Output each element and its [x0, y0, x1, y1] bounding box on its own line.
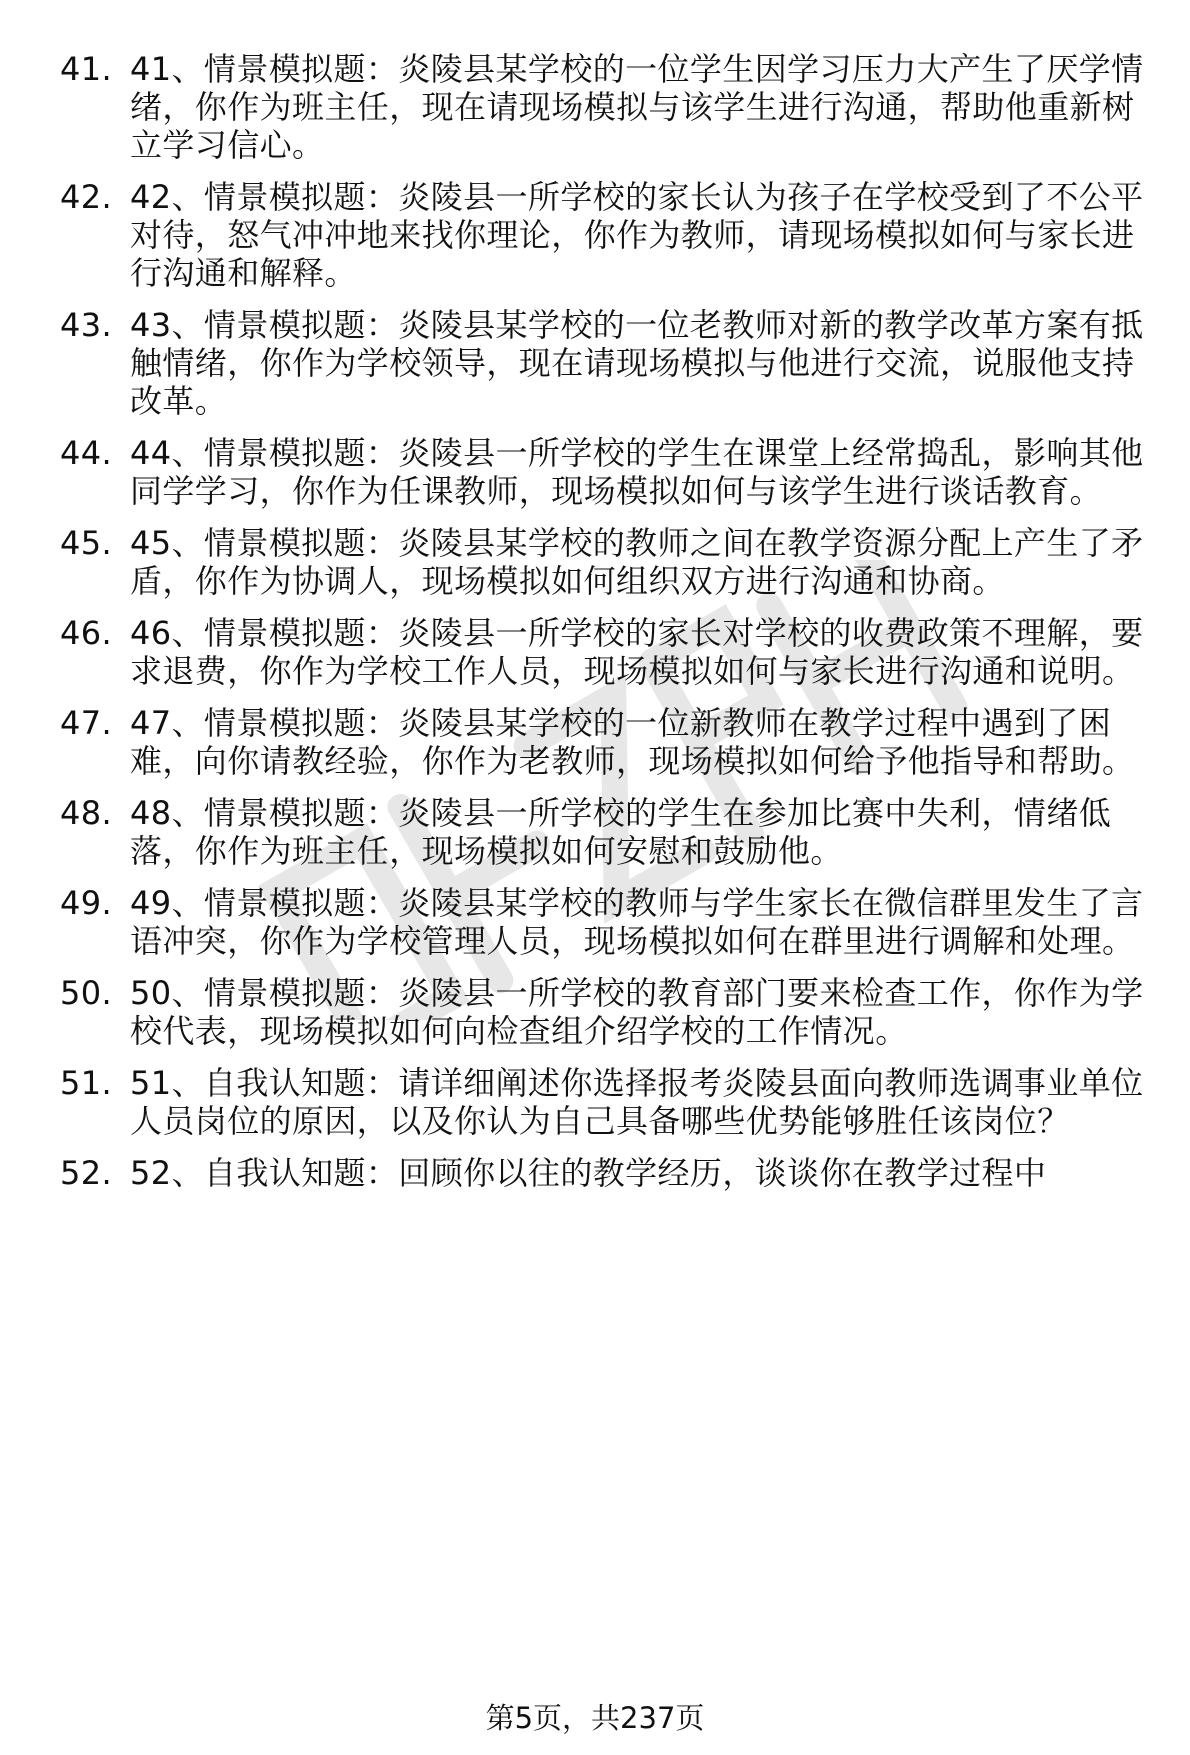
question-text: 49、情景模拟题：炎陵县某学校的教师与学生家长在微信群里发生了言语冲突，你作为学校管理人员，现场模拟如何在群里进行调解和处理。: [130, 884, 1144, 960]
question-item: [60, 794, 1160, 870]
question-text: 50、情景模拟题：炎陵县一所学校的教育部门要来检查工作，你作为学校代表，现场模拟如何向检查组介绍学校的工作情况。: [130, 974, 1144, 1050]
question-text: 44、情景模拟题：炎陵县一所学校的学生在课堂上经常捣乱，影响其他同学学习，你作为任课教师，现场模拟如何与该学生进行谈话教育。: [130, 434, 1144, 510]
question-item: [60, 974, 1160, 1050]
question-number: 43.: [60, 306, 113, 344]
question-text: 42、情景模拟题：炎陵县一所学校的家长认为孩子在学校受到了不公平对待，怒气冲冲地来找你理论，你作为教师，请现场模拟如何与家长进行沟通和解释。: [130, 178, 1144, 292]
question-item: [60, 50, 1160, 164]
question-number: 50.: [60, 974, 113, 1012]
question-item: [60, 524, 1160, 600]
question-number: 42.: [60, 178, 113, 216]
page-number-label: 第5页，共237页: [485, 1701, 705, 1735]
question-item: [60, 306, 1160, 420]
question-text: 41、情景模拟题：炎陵县某学校的一位学生因学习压力大产生了厌学情绪，你作为班主任，现在请现场模拟与该学生进行沟通，帮助他重新树立学习信心。: [130, 50, 1144, 164]
question-item: [60, 1154, 1160, 1192]
question-item: [60, 1064, 1160, 1140]
question-text: 45、情景模拟题：炎陵县某学校的教师之间在教学资源分配上产生了矛盾，你作为协调人，现场模拟如何组织双方进行沟通和协商。: [130, 524, 1144, 600]
question-number: 45.: [60, 524, 113, 562]
question-text: 48、情景模拟题：炎陵县一所学校的学生在参加比赛中失利，情绪低落，你作为班主任，现场模拟如何安慰和鼓励他。: [130, 794, 1112, 870]
question-number: 41.: [60, 50, 113, 88]
question-number: 51.: [60, 1064, 113, 1102]
question-text: 43、情景模拟题：炎陵县某学校的一位老教师对新的教学改革方案有抵触情绪，你作为学校领导，现在请现场模拟与他进行交流，说服他支持改革。: [130, 306, 1144, 420]
question-item: [60, 884, 1160, 960]
question-number: 49.: [60, 884, 113, 922]
question-item: [60, 614, 1160, 690]
question-item: [60, 434, 1160, 510]
question-number: 44.: [60, 434, 113, 472]
question-number: 48.: [60, 794, 113, 832]
page-footer: [0, 1700, 1190, 1736]
question-list: [60, 50, 1160, 1206]
question-text: 51、自我认知题：请详细阐述你选择报考炎陵县面向教师选调事业单位人员岗位的原因，以及你认为自己具备哪些优势能够胜任该岗位？: [130, 1064, 1144, 1140]
question-number: 47.: [60, 704, 113, 742]
question-item: [60, 178, 1160, 292]
question-number: 46.: [60, 614, 113, 652]
question-text: 47、情景模拟题：炎陵县某学校的一位新教师在教学过程中遇到了困难，向你请教经验，你作为老教师，现场模拟如何给予他指导和帮助。: [130, 704, 1135, 780]
question-item: [60, 704, 1160, 780]
question-text: 52、自我认知题：回顾你以往的教学经历，谈谈你在教学过程中: [130, 1154, 1047, 1192]
question-text: 46、情景模拟题：炎陵县一所学校的家长对学校的收费政策不理解，要求退费，你作为学校工作人员，现场模拟如何与家长进行沟通和说明。: [130, 614, 1144, 690]
question-number: 52.: [60, 1154, 113, 1192]
